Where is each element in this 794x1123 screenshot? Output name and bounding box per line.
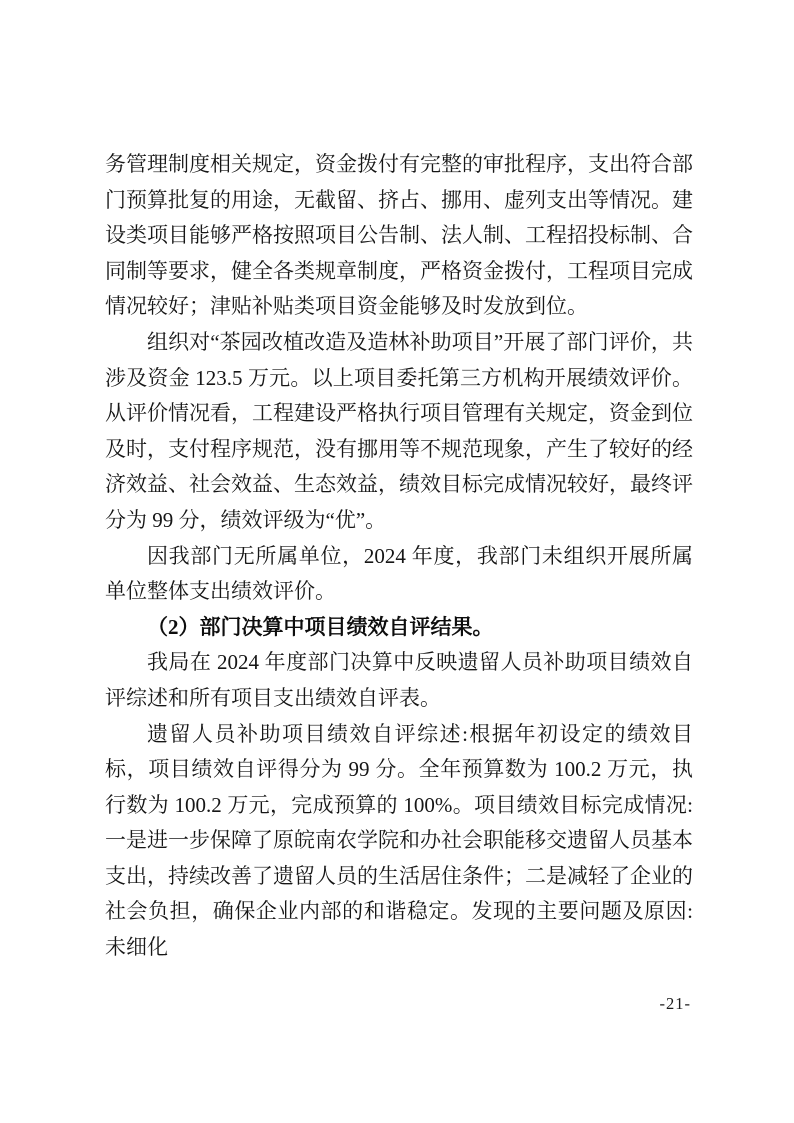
paragraph: 因我部门无所属单位，2024 年度，我部门未组织开展所属单位整体支出绩效评价。 bbox=[105, 543, 693, 604]
section-heading: （2）部门决算中项目绩效自评结果。 bbox=[147, 614, 494, 639]
document-body bbox=[105, 147, 693, 966]
page-number: -21- bbox=[659, 994, 691, 1013]
paragraph: 我局在 2024 年度部门决算中反映遗留人员补助项目绩效自评综述和所有项目支出绩效自评表。 bbox=[105, 650, 693, 710]
paragraph: 组织对“茶园改植改造及造林补助项目”开展了部门评价，共涉及资金 123.5 万元。以上项目委托第三方机构开展绩效评价。从评价情况看，工程建设严格执行项目管理有关规定，资金到位及时，支付程序规范，没有挪用等不规范现象，产生了较好的经济效益、社会效益、生态效益，绩效目标完成情况较好，最终评分为 99 分，绩效评级为“优”。 bbox=[105, 329, 693, 532]
paragraph: 遗留人员补助项目绩效自评综述:根据年初设定的绩效目标，项目绩效自评得分为 99 分。全年预算数为 100.2 万元，执行数为 100.2 万元，完成预算的 100%。项目绩效目标完成情况: 一是进一步保障了原皖南农学院和办社会职能移交遗留人员基本支出，持续改善了遗留人员的生活居住条件；二是减轻了企业的社会负担，确保企业内部的和谐稳定。发现的主要问题及原因: 未细化 bbox=[105, 721, 693, 960]
paragraph: 务管理制度相关规定，资金拨付有完整的审批程序，支出符合部门预算批复的用途，无截留、挤占、挪用、虚列支出等情况。建设类项目能够严格按照项目公告制、法人制、工程招投标制、合同制等要求，健全各类规章制度，严格资金拨付，工程项目完成情况较好；津贴补贴类项目资金能够及时发放到位。 bbox=[105, 152, 693, 319]
